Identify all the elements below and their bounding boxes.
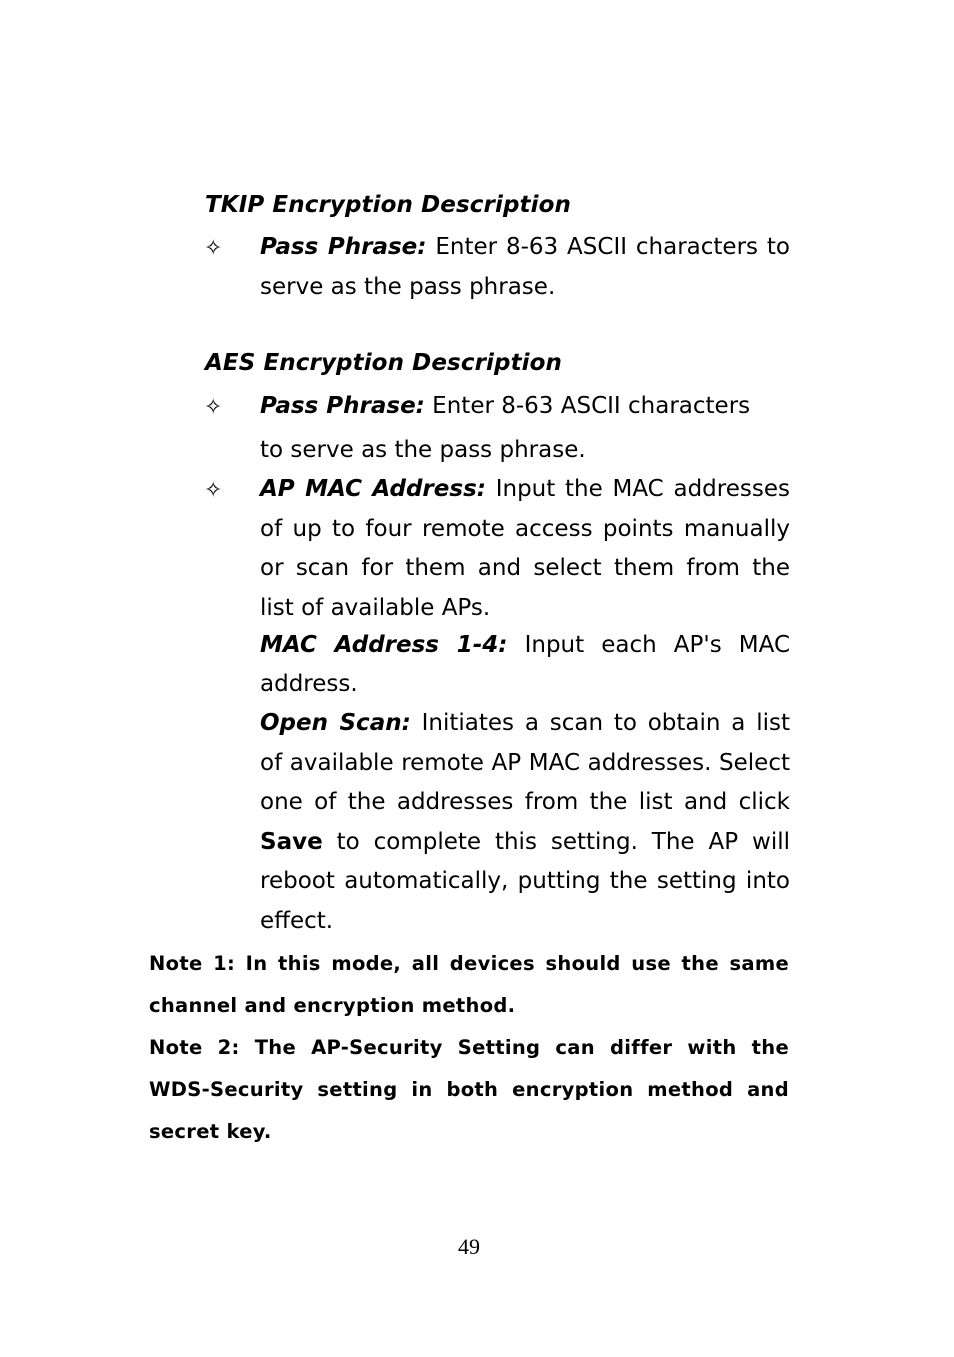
aes-pass-phrase-term: Pass Phrase: — [260, 393, 425, 419]
tkip-section-title: TKIP Encryption Description — [205, 192, 571, 218]
diamond-bullet-icon: ✧ — [204, 478, 223, 503]
aes-pass-phrase-continuation: to serve as the pass phrase. — [260, 437, 586, 463]
save-keyword: Save — [260, 828, 323, 855]
open-scan-item — [260, 704, 790, 941]
mac-address-1-4-item — [260, 626, 790, 703]
open-scan-text-before: Initiates a scan to obtain a list of available remote AP MAC addresses. Select one of the addresses from the list and click — [260, 710, 790, 815]
tkip-pass-phrase-item — [260, 228, 790, 307]
aes-ap-mac-address-term: AP MAC Address: — [260, 476, 486, 502]
aes-pass-phrase-item — [260, 387, 790, 427]
aes-pass-phrase-text: Enter 8-63 ASCII characters — [424, 393, 751, 419]
open-scan-term: Open Scan: — [260, 710, 411, 736]
aes-ap-mac-address-item — [260, 470, 790, 628]
note-2: Note 2: The AP-Security Setting can differ with the WDS-Security setting in both encryption method and secret key. — [149, 1036, 789, 1143]
aes-ap-mac-address-text: Input the MAC addresses of up to four remote access points manually or scan for them and select them from the list of available APs. — [260, 476, 790, 621]
mac-address-1-4-term: MAC Address 1-4: — [260, 632, 508, 658]
page-number: 49 — [458, 1234, 480, 1259]
diamond-bullet-icon: ✧ — [204, 236, 223, 261]
diamond-bullet-icon: ✧ — [204, 395, 223, 420]
note-1: Note 1: In this mode, all devices should use the same channel and encryption method. — [149, 952, 789, 1017]
tkip-pass-phrase-text: Enter 8-63 ASCII characters to serve as the pass phrase. — [260, 234, 790, 300]
tkip-pass-phrase-term: Pass Phrase: — [260, 234, 427, 260]
open-scan-text-after: to complete this setting. The AP will reboot automatically, putting the setting into effect. — [260, 828, 790, 934]
mac-address-1-4-text: Input each AP's MAC address. — [260, 632, 790, 697]
aes-section-title: AES Encryption Description — [205, 350, 563, 376]
